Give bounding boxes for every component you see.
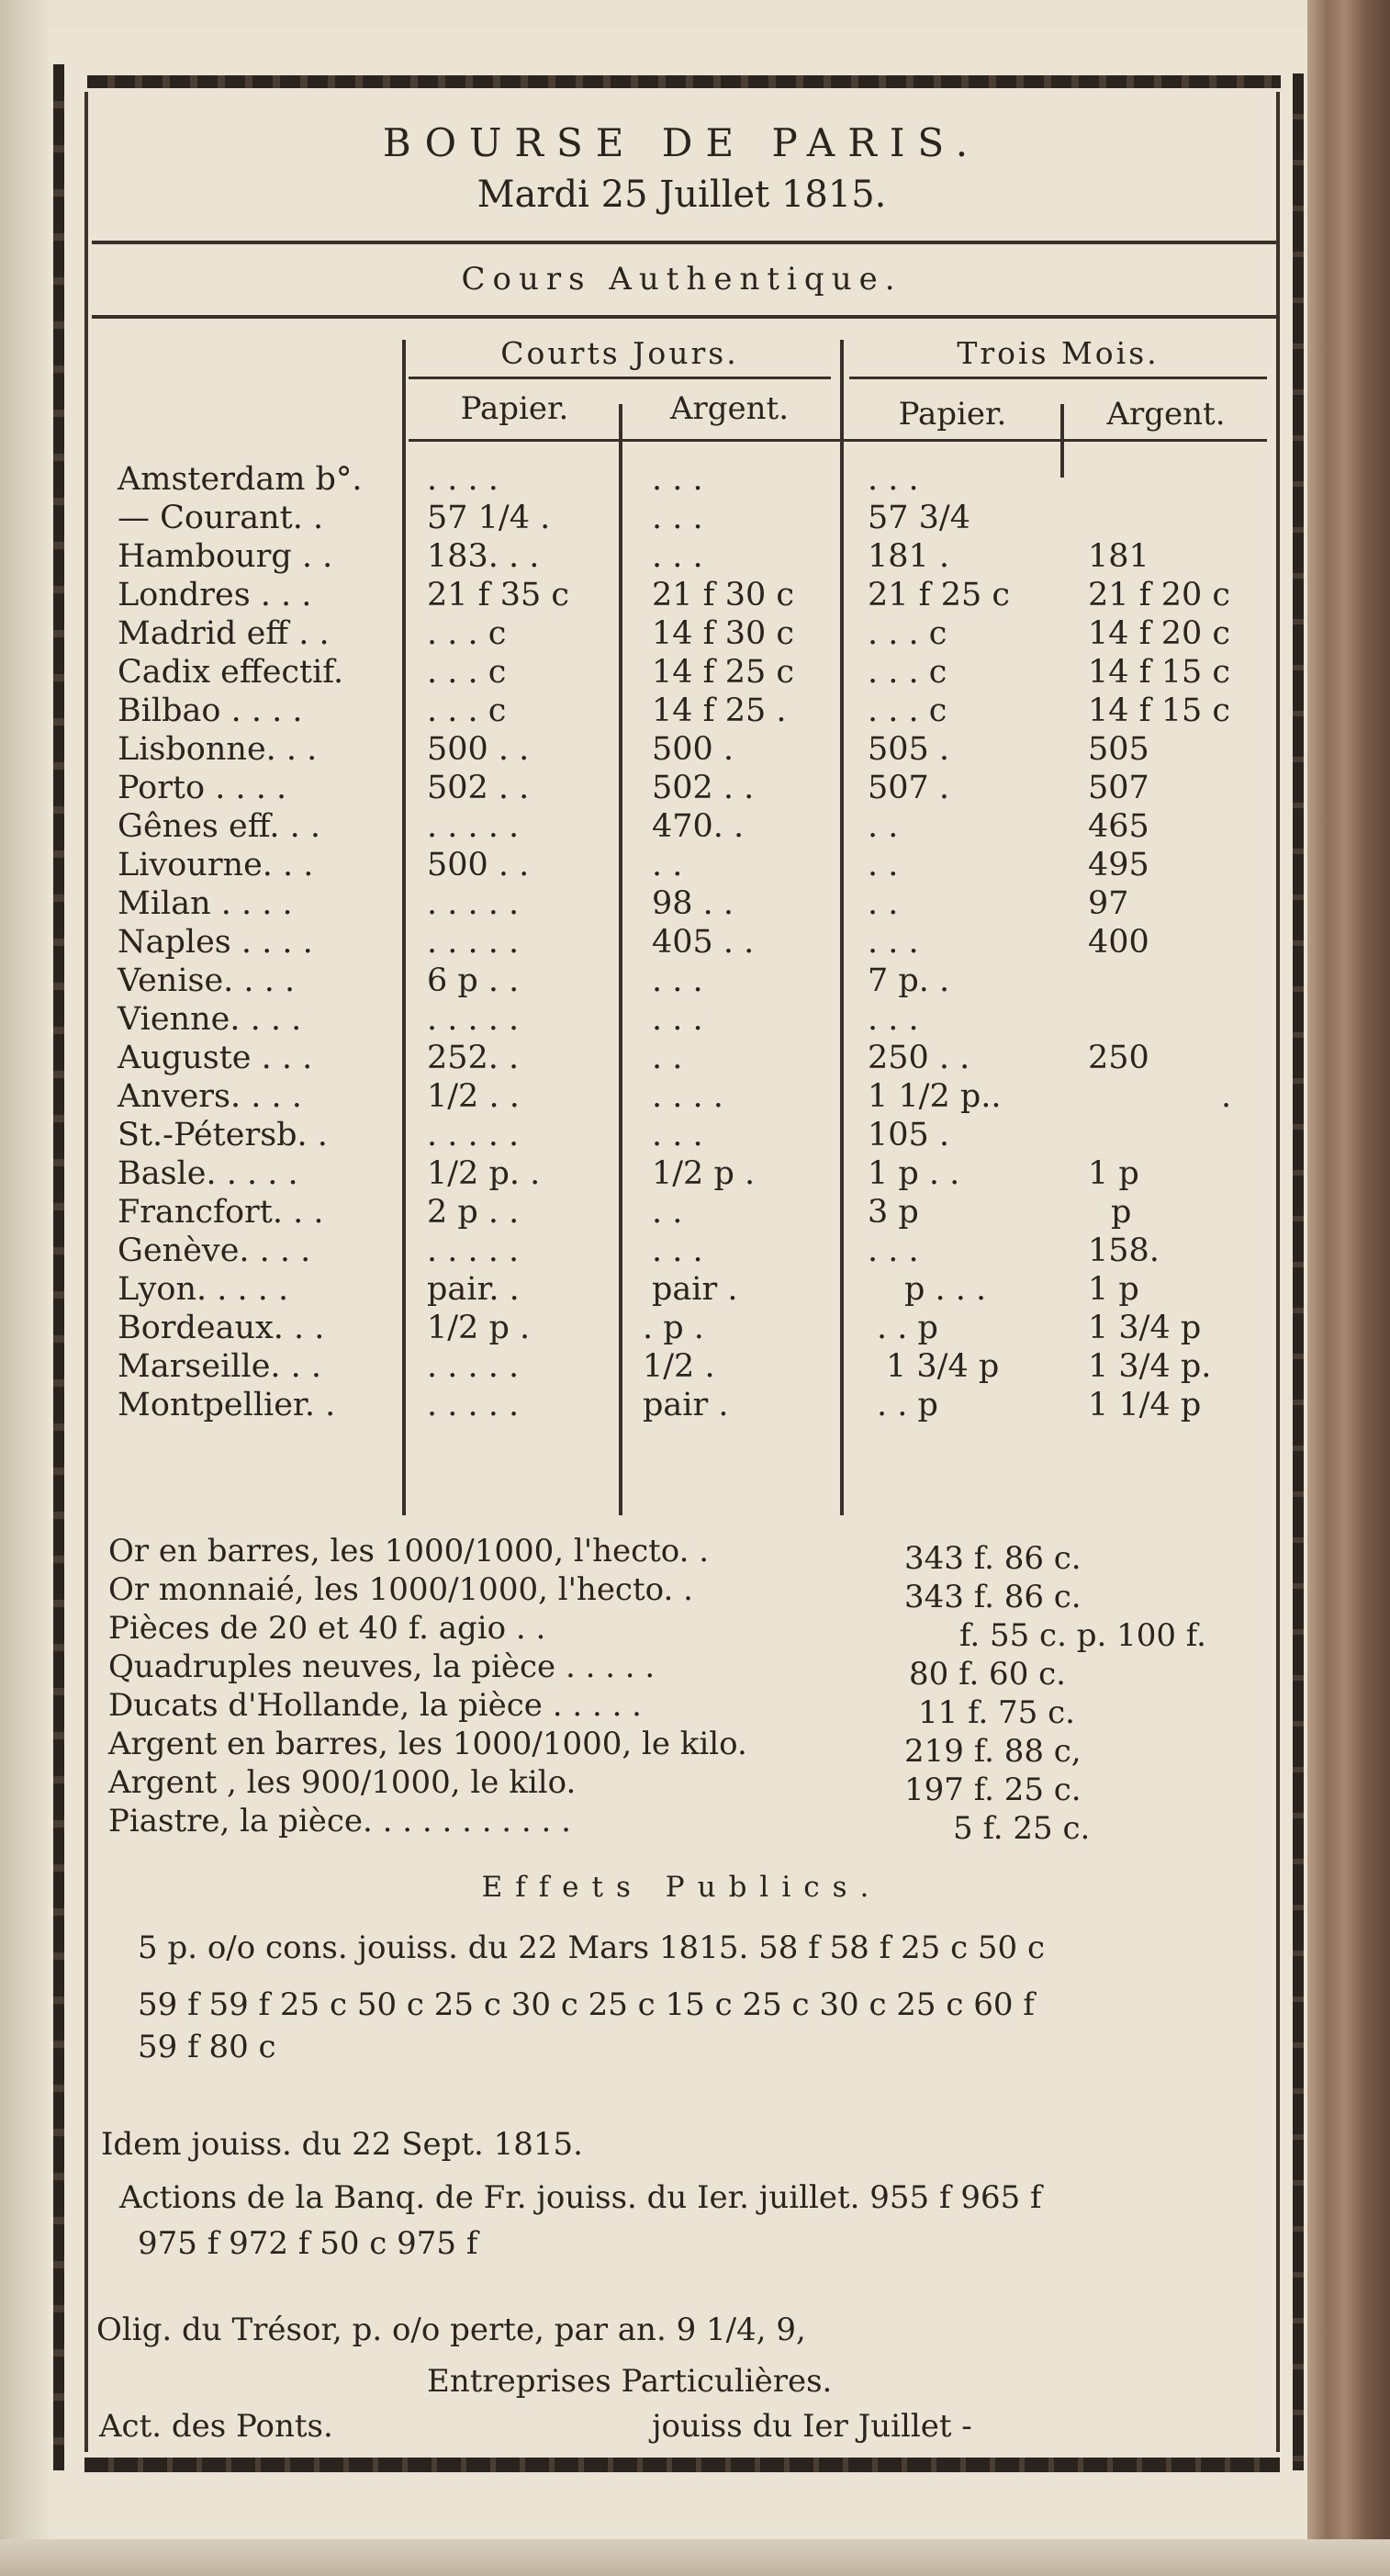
cell-cj-argent: pair . (643, 1387, 729, 1423)
cell-tm-papier: . . . (868, 1001, 919, 1038)
cell-tm-argent: 97 (1088, 885, 1129, 922)
column-header-papier-2: Papier. (898, 396, 1007, 433)
group-header-trois-mois: Trois Mois. (957, 335, 1160, 371)
cell-tm-papier: . . . (868, 1232, 919, 1269)
metal-value: 343 f. 86 c. (904, 1540, 1082, 1577)
cell-cj-papier: . . . . . (427, 924, 520, 961)
cell-tm-papier: . . . (868, 461, 919, 498)
cell-cj-papier: . . . . . (427, 1117, 520, 1153)
row-place: Lyon. . . . . (118, 1271, 289, 1308)
effets-line: 5 p. o/o cons. jouiss. du 22 Mars 1815. 58 f 58 f 25 c 50 c (138, 1929, 1046, 1966)
header-rule (92, 241, 1276, 244)
cell-cj-argent: 14 f 30 c (652, 615, 795, 652)
effets-line: 59 f 80 c (138, 2029, 276, 2065)
cell-tm-argent: p (1111, 1194, 1132, 1231)
cell-cj-argent: . . . (652, 962, 703, 999)
cell-tm-papier: p . . . (904, 1271, 987, 1308)
cell-cj-argent: . . (652, 1040, 683, 1076)
metal-label: Pièces de 20 et 40 f. agio . . (108, 1610, 546, 1647)
row-place: Livourne. . . (118, 847, 314, 883)
cell-tm-papier: 505 . (868, 731, 950, 768)
table-vrule-mid1 (619, 404, 622, 1515)
effets-line: Idem jouiss. du 22 Sept. 1815. (101, 2126, 583, 2163)
metal-label: Or en barres, les 1000/1000, l'hecto. . (108, 1533, 710, 1569)
metal-value: 80 f. 60 c. (909, 1656, 1066, 1693)
cell-tm-argent: 1 p (1088, 1155, 1139, 1192)
border-right (1293, 73, 1304, 2470)
cell-tm-papier: 250 . . (868, 1040, 970, 1076)
cell-cj-papier: . . . . . (427, 1001, 520, 1038)
cell-cj-argent: 1/2 . (643, 1348, 715, 1385)
cell-tm-argent: 465 (1088, 808, 1149, 845)
effets-line: Act. des Ponts. (99, 2408, 333, 2445)
row-place: Cadix effectif. (118, 654, 344, 691)
cell-cj-argent: 405 . . (652, 924, 755, 961)
entreprises-title: Entreprises Particulières. (427, 2363, 833, 2400)
cell-cj-argent: . . . (652, 1232, 703, 1269)
column-header-papier-1: Papier. (460, 390, 569, 427)
cell-tm-papier: . . . c (868, 692, 947, 729)
row-place: Anvers. . . . (118, 1078, 302, 1115)
cell-cj-argent: . . . (652, 1117, 703, 1153)
row-place: Londres . . . (118, 577, 312, 613)
border-bottom (84, 2458, 1280, 2472)
effets-line: 59 f 59 f 25 c 50 c 25 c 30 c 25 c 15 c 25 c 30 c 25 c 60 f (138, 1986, 1035, 2023)
metal-value: 11 f. 75 c. (918, 1694, 1075, 1731)
cell-cj-argent: . . (652, 847, 683, 883)
cell-cj-argent: 470. . (652, 808, 745, 845)
cell-tm-argent: 507 (1088, 770, 1149, 806)
cell-tm-papier: . . p (877, 1387, 938, 1423)
cell-cj-papier: 500 . . (427, 847, 530, 883)
cell-cj-papier: . . . . . (427, 1232, 520, 1269)
group-rule-2 (849, 377, 1267, 379)
metal-label: Ducats d'Hollande, la pièce . . . . . (108, 1687, 642, 1724)
row-place: Vienne. . . . (118, 1001, 302, 1038)
border-top (87, 75, 1281, 88)
row-place: Madrid eff . . (118, 615, 330, 652)
cell-tm-papier: 57 3/4 (868, 500, 970, 536)
cell-cj-papier: 252. . (427, 1040, 520, 1076)
row-place: Auguste . . . (118, 1040, 313, 1076)
row-place: Lisbonne. . . (118, 731, 318, 768)
page-date: Mardi 25 Juillet 1815. (476, 174, 887, 216)
row-place: Bilbao . . . . (118, 692, 303, 729)
cell-tm-argent: 14 f 20 c (1088, 615, 1231, 652)
cell-tm-argent: 495 (1088, 847, 1149, 883)
row-place: Gênes eff. . . (118, 808, 320, 845)
cell-tm-papier: 21 f 25 c (868, 577, 1011, 613)
cell-cj-papier: 21 f 35 c (427, 577, 570, 613)
cell-cj-argent: 98 . . (652, 885, 734, 922)
cell-cj-papier: pair. . (427, 1271, 520, 1308)
cell-cj-argent: 502 . . (652, 770, 755, 806)
cell-cj-papier: . . . . (427, 461, 499, 498)
cell-cj-papier: 1/2 . . (427, 1078, 520, 1115)
group-header-courts-jours: Courts Jours. (500, 335, 739, 371)
cell-tm-papier: 7 p. . (868, 962, 950, 999)
cell-tm-argent: 21 f 20 c (1088, 577, 1231, 613)
cell-tm-argent: 505 (1088, 731, 1149, 768)
cell-cj-argent: . . . . (652, 1078, 723, 1115)
border-right-inner (1276, 92, 1280, 2452)
cell-tm-argent: 1 p (1088, 1271, 1139, 1308)
metal-value: 343 f. 86 c. (904, 1579, 1082, 1615)
cell-tm-papier: 507 . (868, 770, 950, 806)
cell-tm-argent: 158. (1088, 1232, 1160, 1269)
cell-tm-papier: . . . c (868, 654, 947, 691)
cell-cj-papier: 183. . . (427, 538, 540, 575)
metal-value: 197 f. 25 c. (904, 1772, 1082, 1808)
metal-value: 219 f. 88 c, (904, 1733, 1082, 1770)
metal-label: Or monnaié, les 1000/1000, l'hecto. . (108, 1571, 693, 1608)
cell-tm-argent: 181 (1088, 538, 1149, 575)
row-place: Francfort. . . (118, 1194, 324, 1231)
effets-line: jouiss du Ier Juillet - (652, 2408, 972, 2445)
cell-tm-argent: 250 (1088, 1040, 1149, 1076)
row-place: Basle. . . . . (118, 1155, 298, 1192)
cell-cj-papier: . . . . . (427, 808, 520, 845)
cell-cj-papier: . . . c (427, 654, 507, 691)
cell-tm-argent: 14 f 15 c (1088, 654, 1231, 691)
border-left-inner (84, 92, 88, 2452)
row-place: Bordeaux. . . (118, 1310, 325, 1346)
cell-tm-argent: 14 f 15 c (1088, 692, 1231, 729)
cell-cj-papier: 1/2 p. . (427, 1155, 541, 1192)
cell-cj-papier: 6 p . . (427, 962, 520, 999)
metal-value: f. 55 c. p. 100 f. (959, 1617, 1206, 1654)
cell-tm-papier: 1 1/2 p.. (868, 1078, 1002, 1115)
cell-cj-argent: . . . (652, 461, 703, 498)
column-header-argent-1: Argent. (669, 390, 790, 427)
cell-tm-argent: 1 3/4 p. (1088, 1348, 1212, 1385)
metal-label: Piastre, la pièce. . . . . . . . . . . (108, 1803, 571, 1839)
cell-tm-papier: 1 3/4 p (886, 1348, 1000, 1385)
cell-tm-papier: 181 . (868, 538, 950, 575)
row-place: Naples . . . . (118, 924, 313, 961)
cell-cj-argent: pair . (652, 1271, 738, 1308)
cell-tm-papier: 105 . (868, 1117, 950, 1153)
metal-value: 5 f. 25 c. (953, 1810, 1091, 1847)
table-vrule-mid3 (1060, 404, 1064, 478)
cell-cj-argent: 1/2 p . (652, 1155, 756, 1192)
cell-tm-papier: 3 p (868, 1194, 919, 1231)
cell-tm-argent: 1 3/4 p (1088, 1310, 1202, 1346)
book-bottom-edge (0, 2539, 1390, 2576)
table-vrule-left (402, 340, 406, 1515)
cell-cj-papier: . . . c (427, 692, 507, 729)
effets-line: Actions de la Banq. de Fr. jouiss. du Ier. juillet. 955 f 965 f (119, 2179, 1042, 2216)
book-gutter (0, 0, 48, 2576)
row-place: Porto . . . . (118, 770, 287, 806)
row-place: Marseille. . . (118, 1348, 322, 1385)
cell-tm-argent: . (1221, 1078, 1232, 1115)
cell-cj-papier: 502 . . (427, 770, 530, 806)
row-place: Genève. . . . (118, 1232, 311, 1269)
column-header-argent-2: Argent. (1106, 396, 1226, 433)
row-place: Venise. . . . (118, 962, 296, 999)
cell-cj-papier: 57 1/4 . (427, 500, 551, 536)
row-place: Amsterdam b°. (118, 461, 363, 498)
cell-tm-argent: 400 (1088, 924, 1149, 961)
table-vrule-mid2 (840, 340, 844, 1515)
cell-cj-papier: 500 . . (427, 731, 530, 768)
metal-label: Quadruples neuves, la pièce . . . . . (108, 1648, 656, 1685)
metal-label: Argent , les 900/1000, le kilo. (108, 1764, 577, 1801)
cell-cj-argent: . p . (643, 1310, 704, 1346)
section-title: Cours Authentique. (461, 261, 902, 298)
cell-cj-argent: 21 f 30 c (652, 577, 795, 613)
cell-cj-papier: 1/2 p . (427, 1310, 531, 1346)
section-rule (92, 315, 1276, 319)
page-title: BOURSE DE PARIS. (382, 120, 981, 165)
cell-cj-argent: 14 f 25 . (652, 692, 787, 729)
row-place: Hambourg . . (118, 538, 333, 575)
effets-line: Olig. du Trésor, p. o/o perte, par an. 9 1/4, 9, (96, 2312, 806, 2348)
cell-cj-papier: . . . . . (427, 885, 520, 922)
cell-cj-argent: 500 . (652, 731, 734, 768)
column-header-rule (409, 439, 1267, 442)
row-place: Montpellier. . (118, 1387, 336, 1423)
cell-cj-papier: 2 p . . (427, 1194, 520, 1231)
effets-publics-title: Effets Publics. (481, 1871, 882, 1904)
cell-tm-papier: . . p (877, 1310, 938, 1346)
metal-label: Argent en barres, les 1000/1000, le kilo. (108, 1726, 747, 1762)
cell-tm-argent: 1 1/4 p (1088, 1387, 1202, 1423)
effets-line: 975 f 972 f 50 c 975 f (138, 2225, 478, 2262)
cell-cj-argent: . . . (652, 538, 703, 575)
row-place: St.-Pétersb. . (118, 1117, 328, 1153)
cell-tm-papier: . . (868, 885, 899, 922)
cell-cj-argent: . . (652, 1194, 683, 1231)
border-left (53, 64, 64, 2470)
row-place: — Courant. . (118, 500, 324, 536)
cell-cj-argent: . . . (652, 500, 703, 536)
group-rule-1 (409, 377, 831, 379)
cell-tm-papier: 1 p . . (868, 1155, 960, 1192)
cell-cj-papier: . . . . . (427, 1387, 520, 1423)
cell-cj-papier: . . . . . (427, 1348, 520, 1385)
cell-cj-papier: . . . c (427, 615, 507, 652)
cell-tm-papier: . . (868, 808, 899, 845)
cell-cj-argent: . . . (652, 1001, 703, 1038)
cell-tm-papier: . . . (868, 924, 919, 961)
cell-cj-argent: 14 f 25 c (652, 654, 795, 691)
cell-tm-papier: . . . c (868, 615, 947, 652)
book-page-edges (1307, 0, 1390, 2576)
row-place: Milan . . . . (118, 885, 293, 922)
cell-tm-papier: . . (868, 847, 899, 883)
